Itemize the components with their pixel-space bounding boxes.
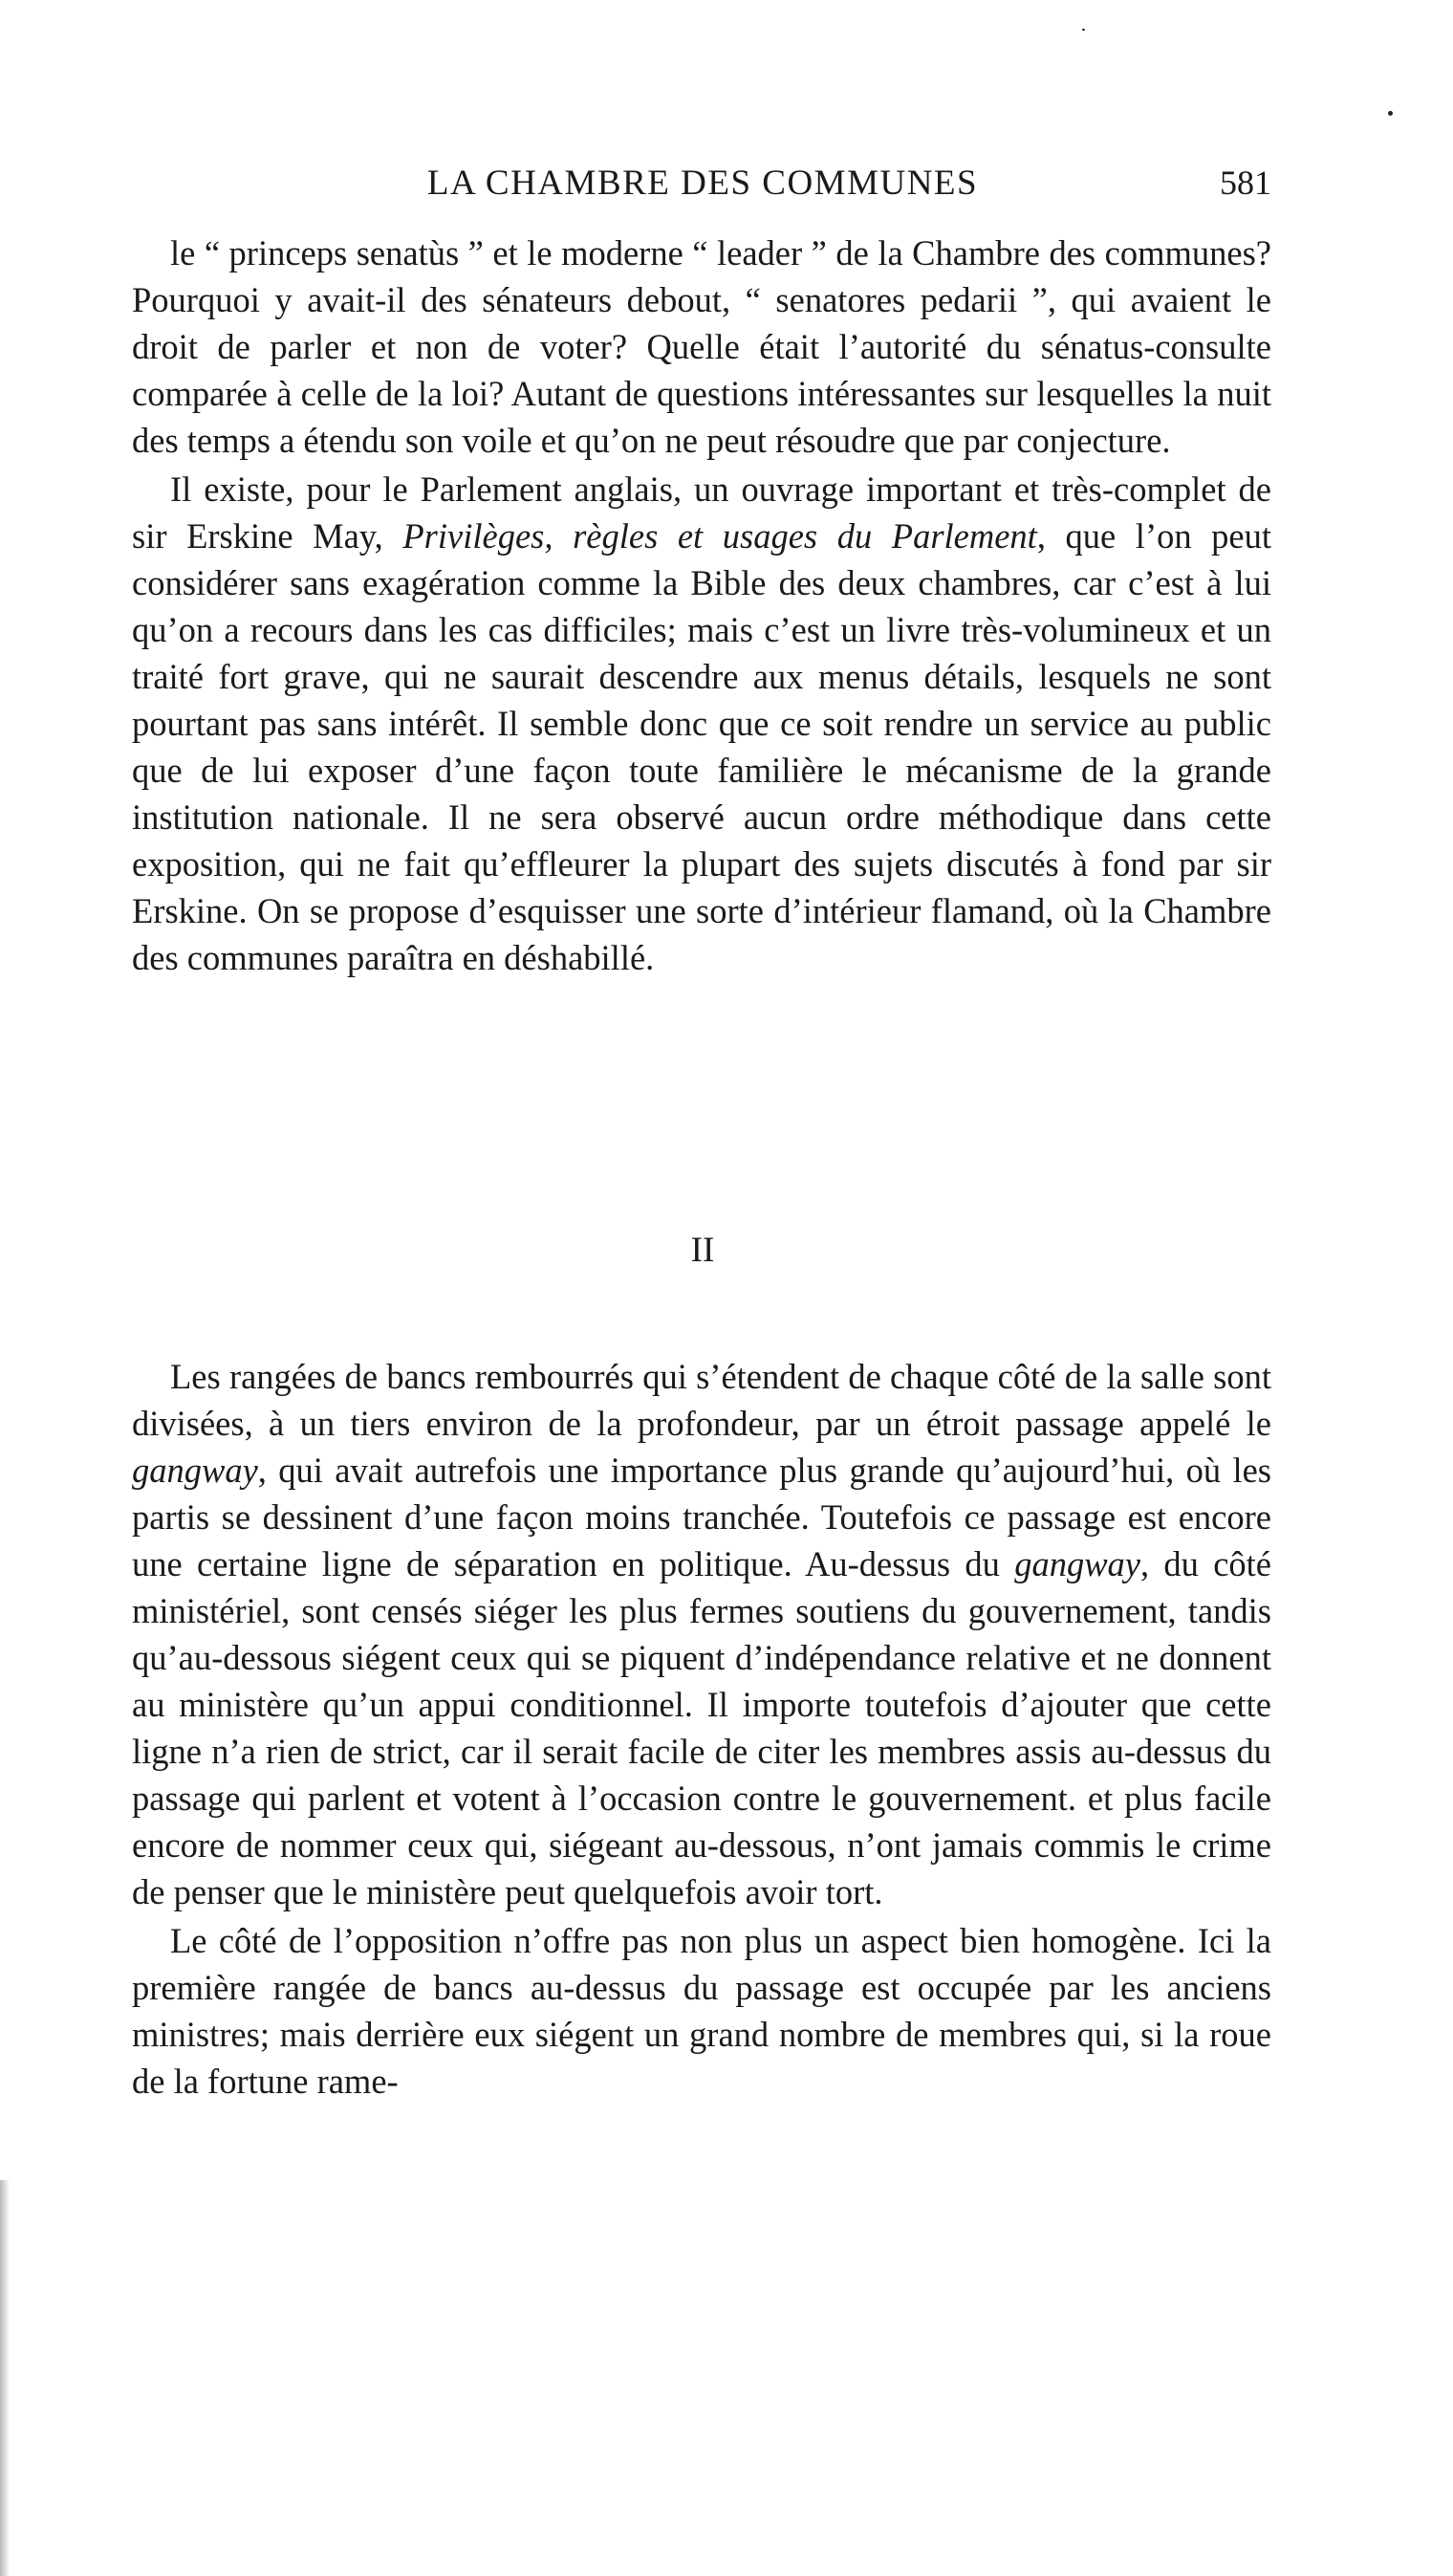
- book-title-italic: Privilèges, règles et usages du Parlement: [402, 516, 1037, 556]
- scan-edge-shadow: [0, 2180, 10, 2576]
- paragraph-2-text-before: Il existe, pour le Parlement anglais, un ouvrage important et très-complet de sir Erskine May,: [132, 469, 1271, 556]
- paragraph-2: [132, 466, 1271, 981]
- running-title: LA CHAMBRE DES COMMUNES: [426, 164, 979, 203]
- ink-speck: [1082, 29, 1085, 31]
- paragraph-2-text-after: , que l’on peut considérer sans exagération comme la Bible des deux chambres, car c’est à lui qu’on a recours dans les cas difficiles; mais c’est un livre très-volumineux et un traité fort grave, qui ne saurait descendre aux menus détails, lesquels ne sont pourtant pas sans intérêt. Il semble donc que ce soit rendre un service au public que de lui exposer d’une façon toute familière le mécanisme de la grande institution nationale. Il ne sera observé aucun ordre méthodique dans cette exposition, qui ne fait qu’effleurer la plupart des sujets discutés à fond par sir Erskine. On se propose d’esquisser une sorte d’intérieur flamand, où la Chambre des communes paraîtra en déshabillé.: [132, 516, 1272, 977]
- paragraph-3: [132, 1353, 1271, 1915]
- section-number: II: [690, 1231, 715, 1270]
- section-2-body: [132, 1353, 1271, 2105]
- ink-speck: [1388, 111, 1393, 116]
- paragraph-4: [132, 1917, 1271, 2105]
- gangway-italic: gangway: [132, 1451, 258, 1490]
- section-1-body: [132, 229, 1271, 981]
- running-head: [134, 163, 1271, 210]
- paragraph-1-text: le “ princeps senatùs ” et le moderne “ leader ” de la Chambre des communes? Pourquoi y avait-il des sénateurs debout, “ senatores pedarii ”, qui avaient le droit de parler et non de voter? Quelle était l’autorité du sénatus-consulte comparée à celle de la loi? Autant de questions intéressantes sur lesquelles la nuit des temps a étendu son voile et qu’on ne peut résoudre que par conjecture.: [132, 233, 1271, 460]
- page-number: 581: [1220, 164, 1271, 202]
- paragraph-1: [132, 229, 1271, 464]
- paragraph-3-part-3: , du côté ministériel, sont censés siéger les plus fermes soutiens du gouvernement, tandis qu’au-dessous siégent ceux qui se piquent d’indépendance relative et ne donnent au ministère qu’un appui conditionnel. Il importe toutefois d’ajouter que cette ligne n’a rien de strict, car il serait facile de citer les membres assis au-dessus du passage qui parlent et votent à l’occasion contre le gouvernement. et plus facile encore de nommer ceux qui, siégeant au-dessous, n’ont jamais commis le crime de penser que le ministère peut quelquefois avoir tort.: [132, 1544, 1271, 1911]
- paragraph-4-text: Le côté de l’opposition n’offre pas non plus un aspect bien homogène. Ici la première rangée de bancs au-dessus du passage est occupée par les anciens ministres; mais derrière eux siégent un grand nombre de membres qui, si la roue de la fortune rame-: [132, 1921, 1271, 2101]
- gangway-italic: gangway: [1014, 1544, 1140, 1583]
- paragraph-3-part-2: , qui avait autrefois une importance plus grande qu’aujourd’hui, où les partis se dessinent d’une façon moins tranchée. Toutefois ce passage est encore une certaine ligne de séparation en politique. Au-dessus du: [132, 1451, 1271, 1583]
- paragraph-3-part-1: Les rangées de bancs rembourrés qui s’étendent de chaque côté de la salle sont divisées, à un tiers environ de la profondeur, par un étroit passage appelé le: [132, 1357, 1271, 1443]
